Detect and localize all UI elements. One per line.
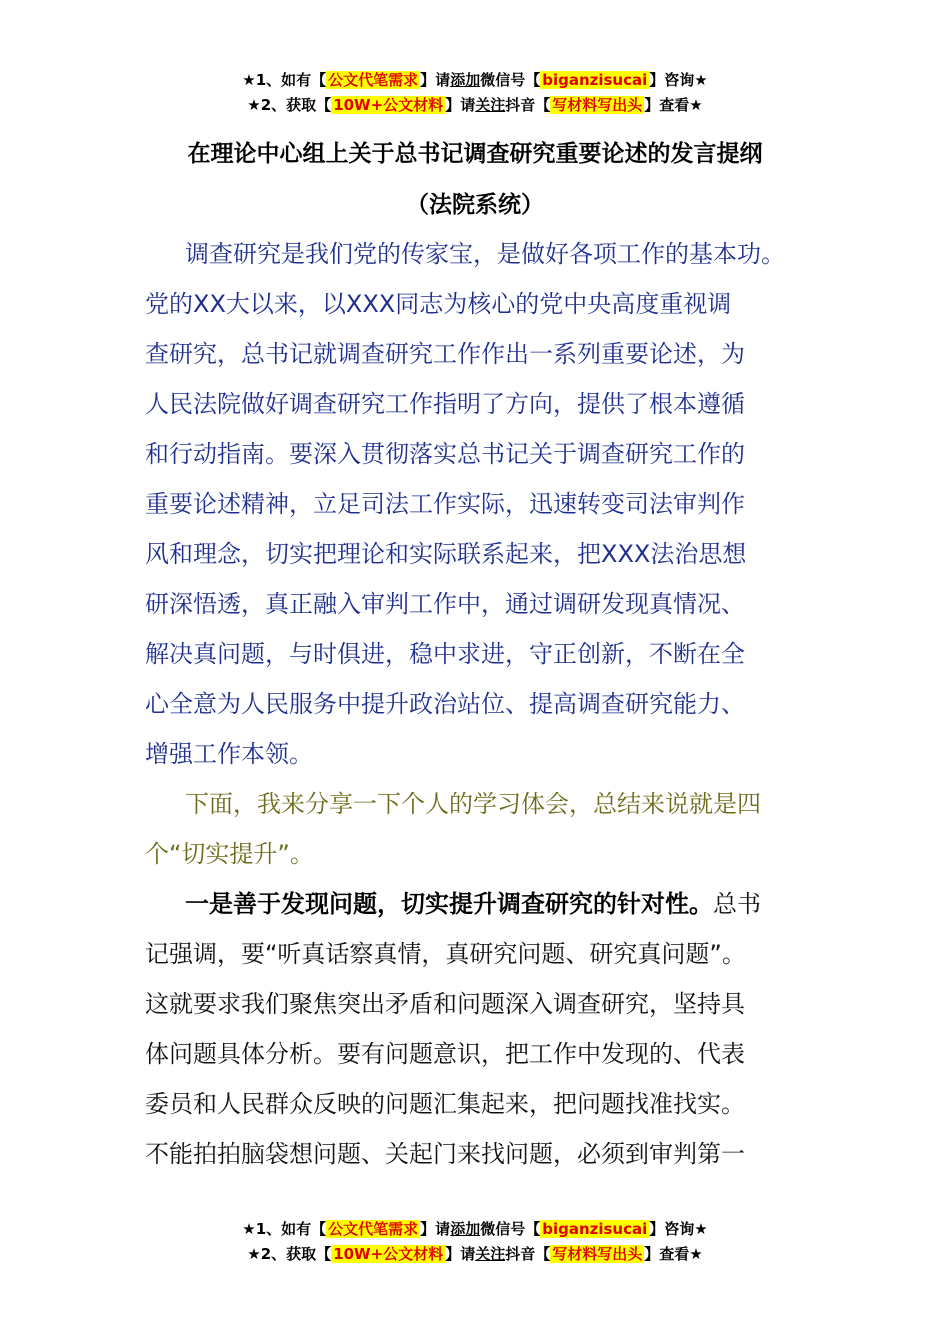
text-fragment: 总书 — [713, 890, 761, 918]
banner-highlight: 10W+公文材料 — [333, 1245, 444, 1263]
text-line: 个“切实提升”。 — [145, 840, 314, 868]
banner-highlight: 公文代笔需求 — [328, 1220, 419, 1238]
banner-text: 】请 — [445, 96, 476, 114]
document-subtitle: （法院系统） — [406, 192, 544, 218]
paragraph-transition — [145, 779, 815, 879]
text-line: 调查研究是我们党的传家宝，是做好各项工作的基本功。 — [185, 240, 785, 268]
document-title: 在理论中心组上关于总书记调查研究重要论述的发言提纲 — [187, 141, 763, 167]
banner-text: 】咨询★ — [649, 71, 708, 89]
text-line: 委员和人民群众反映的问题汇集起来，把问题找准找实。 — [145, 1090, 745, 1118]
text-line: 研深悟透，真正融入审判工作中，通过调研发现真情况、 — [145, 590, 745, 618]
banner-line-1 — [0, 68, 950, 93]
banner-text: 】咨询★ — [649, 1220, 708, 1238]
banner-highlight: 写材料写出头 — [552, 96, 643, 114]
text-line: 体问题具体分析。要有问题意识，把工作中发现的、代表 — [145, 1040, 745, 1068]
text-line: 人民法院做好调查研究工作指明了方向，提供了根本遵循 — [145, 390, 745, 418]
banner-text: ★2、获取【 — [247, 96, 332, 114]
banner-highlight: biganzisucai — [542, 71, 648, 89]
header-banner — [0, 68, 950, 118]
banner-underlined: 关注 — [475, 1245, 506, 1263]
banner-text: ★1、如有【 — [242, 71, 327, 89]
text-line: 查研究，总书记就调查研究工作作出一系列重要论述，为 — [145, 340, 745, 368]
banner-text: 】请 — [445, 1245, 476, 1263]
banner-highlight: 10W+公文材料 — [333, 96, 444, 114]
text-line: 风和理念，切实把理论和实际联系起来，把XXX法治思想 — [145, 540, 747, 568]
text-line: 增强工作本领。 — [145, 740, 313, 768]
text-line: 不能拍拍脑袋想问题、关起门来找问题，必须到审判第一 — [145, 1140, 745, 1168]
document-body — [145, 229, 815, 1179]
banner-text: 】请 — [420, 1220, 451, 1238]
banner-text: 微信号【 — [480, 1220, 541, 1238]
text-line: 记强调，要“听真话察真情，真研究问题、研究真问题”。 — [145, 940, 746, 968]
text-line — [145, 879, 815, 929]
banner-text: 】查看★ — [644, 1245, 703, 1263]
banner-underlined: 添加 — [450, 1220, 481, 1238]
paragraph-point-one — [145, 879, 815, 1179]
text-line: 解决真问题，与时俱进，稳中求进，守正创新，不断在全 — [145, 640, 745, 668]
text-line: 党的XX大以来，以XXX同志为核心的党中央高度重视调 — [145, 290, 732, 318]
banner-text: ★1、如有【 — [242, 1220, 327, 1238]
banner-highlight: 公文代笔需求 — [328, 71, 419, 89]
banner-text: 抖音【 — [505, 96, 551, 114]
banner-line-1 — [0, 1217, 950, 1242]
footer-banner — [0, 1217, 950, 1267]
text-line: 重要论述精神，立足司法工作实际，迅速转变司法审判作 — [145, 490, 745, 518]
banner-underlined: 添加 — [450, 71, 481, 89]
banner-line-2 — [0, 93, 950, 118]
paragraph-intro — [145, 229, 815, 779]
banner-text: ★2、获取【 — [247, 1245, 332, 1263]
banner-highlight: biganzisucai — [542, 1220, 648, 1238]
text-line: 下面，我来分享一下个人的学习体会，总结来说就是四 — [185, 790, 761, 818]
banner-text: 抖音【 — [505, 1245, 551, 1263]
banner-text: 微信号【 — [480, 71, 541, 89]
banner-text: 】查看★ — [644, 96, 703, 114]
text-line: 和行动指南。要深入贯彻落实总书记关于调查研究工作的 — [145, 440, 745, 468]
banner-text: 】请 — [420, 71, 451, 89]
banner-line-2 — [0, 1242, 950, 1267]
text-line: 心全意为人民服务中提升政治站位、提高调查研究能力、 — [145, 690, 745, 718]
banner-underlined: 关注 — [475, 96, 506, 114]
banner-highlight: 写材料写出头 — [552, 1245, 643, 1263]
text-line: 这就要求我们聚焦突出矛盾和问题深入调查研究，坚持具 — [145, 990, 745, 1018]
point-heading: 一是善于发现问题，切实提升调查研究的针对性。 — [185, 890, 713, 918]
